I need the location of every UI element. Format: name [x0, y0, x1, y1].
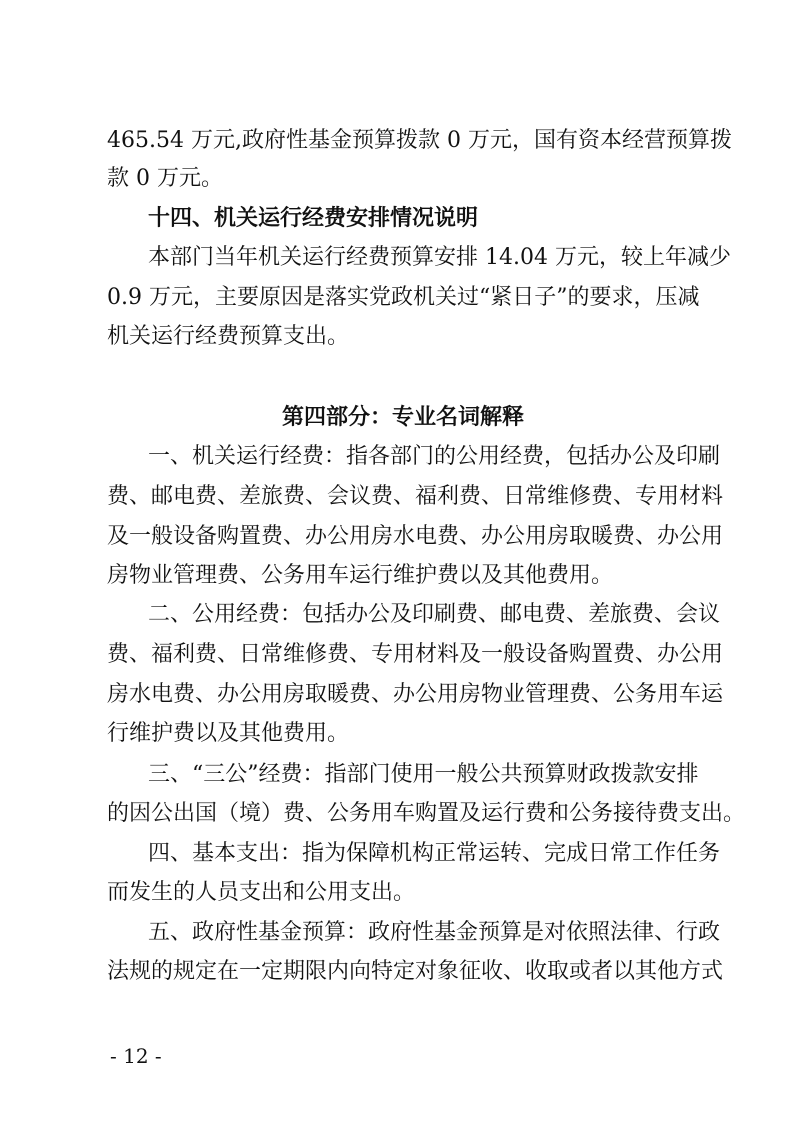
definition-line: 费、邮电费、差旅费、会议费、福利费、日常维修费、专用材料: [107, 484, 724, 509]
definition-line: 费、福利费、日常维修费、专用材料及一般设备购置费、办公用: [107, 642, 724, 667]
definition-line: 五、政府性基金预算：政府性基金预算是对依照法律、行政: [148, 920, 721, 945]
definition-line: 四、基本支出：指为保障机构正常运转、完成日常工作任务: [148, 841, 721, 866]
part-title: 第四部分：专业名词解释: [282, 405, 525, 430]
definition-line: 房水电费、办公用房取暖费、办公用房物业管理费、公务用车运: [107, 682, 724, 707]
definition-line: 的因公出国（境）费、公务用车购置及运行费和公务接待费支出。: [107, 801, 746, 826]
section-heading: 十四、机关运行经费安排情况说明: [148, 206, 479, 231]
paragraph-line: 465.54 万元,政府性基金预算拨款 0 万元，国有资本经营预算拨: [107, 128, 732, 153]
definition-line: 及一般设备购置费、办公用房水电费、办公用房取暖费、办公用: [107, 524, 724, 549]
definition-line: 房物业管理费、公务用车运行维护费以及其他费用。: [107, 563, 614, 588]
definition-line: 一、机关运行经费：指各部门的公用经费，包括办公及印刷: [148, 444, 721, 469]
paragraph-line: 本部门当年机关运行经费预算安排 14.04 万元，较上年减少: [148, 245, 731, 270]
definition-line: 法规的规定在一定期限内向特定对象征收、收取或者以其他方式: [107, 959, 724, 984]
definition-line: 三、“三公”经费：指部门使用一般公共预算财政拨款安排: [148, 762, 699, 787]
paragraph-line: 0.9 万元，主要原因是落实党政机关过“紧日子”的要求，压减: [107, 285, 700, 310]
paragraph-line: 机关运行经费预算支出。: [107, 324, 350, 349]
definition-line: 行维护费以及其他费用。: [107, 721, 350, 746]
definition-line: 而发生的人员支出和公用支出。: [107, 880, 416, 905]
paragraph-line: 款 0 万元。: [107, 166, 223, 191]
page-number: - 12 -: [110, 1044, 162, 1068]
definition-line: 二、公用经费：包括办公及印刷费、邮电费、差旅费、会议: [148, 602, 721, 627]
